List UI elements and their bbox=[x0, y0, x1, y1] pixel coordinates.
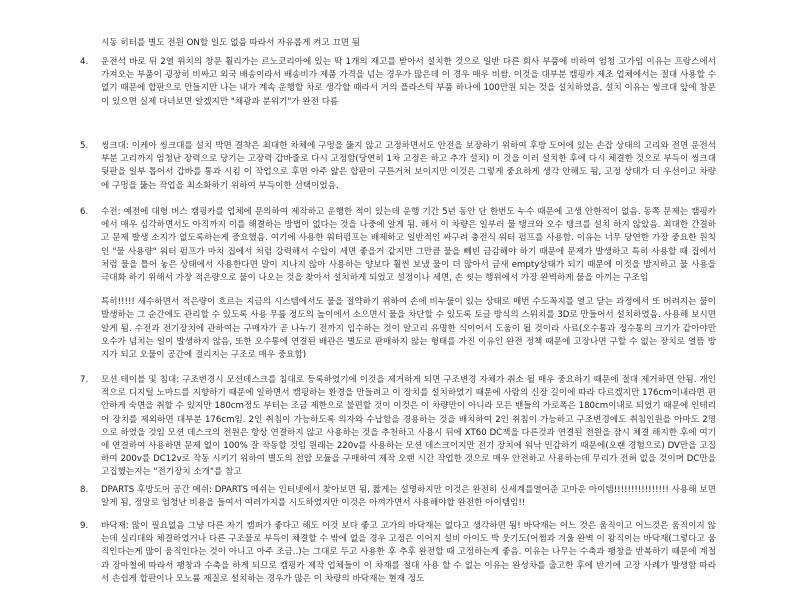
item-number: 7. bbox=[80, 375, 89, 385]
item-number: 4. bbox=[80, 57, 89, 67]
item-paragraph: 수전: 예전에 대형 버스 캠핑카를 업체에 문의하여 제작하고 운행한 적이 있는데 운행 기간 5년 동안 단 한번도 누수 때문에 고생 안한적이 없음. 동쪽 문제는 캠핑카에서 매우 심각하면서도 아직까지 이를 해결하는 방법이 없다는 것을 나중에 알게 됨. 해서 이 차량은 일부러 물 탱크와 오수 탱크를 설치 하지 않았음. 최대한 간결하고 문제 발생 소지가 없도록하는게 중요했음. 여기에 사용한 워터펌프는 배제하고 일반적인 싸구려 충전식 워터 펌프를 사용함. 이유는 너무 당연한 가장 중요한 원칙인 "물 사용량" 워터 펌프가 마치 집에서 처럼 강력해서 수압이 세면 좋을거 같지만 그만큼 물을 빼빈 금감해야 하기 때문에 문제가 발생하고 특히 사용할 때 집에서 처럼 물을 틀어 놓은 상태에서 사용한다면 말이 지나지 않아 사용하는 양보다 훨씬 보냈 물이 더 많아서 금새 empty상태가 되기 때문에 이것을 방지하고 물 사용을 극대화 하기 위해서 가장 적은량으로 물이 나오는 것을 찾아서 설치하게 되었고 설정이나 세면, 손 씻는 행위에서 가장 완벽하게 물을 아끼는 구조임 bbox=[101, 207, 716, 284]
item-paragraph: 씽크대: 이케아 씽크대를 설치 박면 결착은 최대한 차체에 구멍을 뚫지 않고 고정하면서도 안전을 보장하기 위하여 후방 도어에 있는 손잡 상태의 고리와 전면 운전석 부분 고리까지 엄청난 장력으로 당기는 고장력 갑바줄로 다시 고정함(당연히 1차 고정은 하고 추가 설치) 이 것을 이러 설치한 후에 다시 체결한 것으로 부득이 씽크대 뒷판을 일부 톱어서 갑바를 통과 시킴 이 작업으로 후면 아주 얇은 합판이 구튼거처 보이지만 이것은 그렇게 중요하게 생각 안해도 됨, 고정 상태가 더 우선이고 차량에 구멍을 뚫는 작업을 최소화하기 위하여 부득이한 선택이었음. bbox=[101, 141, 716, 191]
item-body bbox=[101, 374, 716, 491]
item-number: 6. bbox=[80, 207, 89, 217]
intro-line: 시동 히터를 별도 전원 ON할 일도 없음 따라서 자유롭게 켜고 끄면 됨 bbox=[101, 38, 361, 48]
item-paragraph: DPARTS 후방도어 공간 메쉬: DPARTS 메쉬는 인터넷에서 찾아보면 됨, 짧게는 설명하지만 이것은 완전히 신세계를열어준 고마운 아이템!!!!!!!!!!!!!!!! 사용해 보면 알게 됨, 정말로 엄청난 비용을 들여서 여러가지를 시도하였지만 이것은 아껴가면서 사용해야할 완전한 아이템임!! bbox=[101, 485, 716, 509]
item-body bbox=[101, 520, 716, 597]
item-body bbox=[101, 484, 716, 521]
item-paragraph: 모션 테이블 및 침대: 구조변경시 모션데스크를 침대로 등록하였기에 이것을 제거하게 되면 구조변경 자체가 취소 될 매우 중요하기 때문에 절대 제거하면 안됨. 개인적으로 디지털 노마드를 지향하기 때문에 일하면서 캠핑하는 환경을 만들려고 이 장치를 설치하였기 때문에 사람의 신장 길이에 따라 다르겠지만 176cm이내라면 편안하게 숙면을 취할 수 있지만 180cm정도 부터는 조금 제한으로 불편할 것이 이것은 이 차량만이 아니라 모든 밴들의 가로폭은 180cm이내로 되었기 때문에 인테리어 장치를 제외하면 대부분 176cm임. 2인 취침이 가능하도록 의자와 수납함을 경용하는 것을 배치하여 2인 취침이 가능하고 구조변경에도 취침인원을 아마도 2명으로 하였을 것임 모션 데스크의 전원은 항상 연결하지 않고 사용하는 것을 추천하고 사용시 뒤에 XT60 DC잭을 다른것과 연결된 전원을 잠시 체결 해지한 후에 여기에 연결하여 사용하면 문제 없이 100% 잘 작동할 것임 원래는 220v를 사용하는 모션 데스크이지만 전기 장치에 워낙 민감하기 때문에(오랜 경험으로) DV만을 고집하여 200v를 DC12v로 작동 시키기 위하여 별도의 전압 모듈을 구매하여 제작 오랜 시간 작업한 것으로 매우 안전하고 사용하는데 무리가 전혀 없을 것이며 DC만을 고집했는지는 "전기장치 소개"를 참고 bbox=[101, 375, 716, 478]
item-number: 9. bbox=[80, 521, 89, 531]
item-body bbox=[101, 56, 716, 120]
item-body bbox=[101, 206, 716, 373]
item-paragraph: 바닥재: 많이 필요없음 그냥 다른 자기 캠퍼가 좋다고 해도 이것 보다 좋고 고가의 바닥재는 없다고 생각하면 됨! 바닥재는 어느 것은 움직이고 어느것은 움직이지 않는데 실리대와 체결하였거나 다른 구조물로 부득이 체결할 수 밖에 없을 경우 고정은 이어지 설비 아이도 박 웃기도(어쩜과 겨울 완벽 이 왕직이는 바닥재(그렇다고 움직인다는게 많이 움직인다는 것이 아니고 아주 조금..)는 그대로 두고 사용한 후 추후 완전할 때 고정하는게 좋음. 이유는 나무는 수축과 팽창을 반복하기 때문에 계절과 장마철에 따라서 팽창과 수축을 하게 되므로 캠핑카 제작 업체들이 이 차재를 절대 사용 할 수 없는 이유는 완성차를 출고한 후에 반기에 고장 사례가 발생함 따라서 손쉽게 합판이나 모노륨 재질로 설치하는 경우가 많은 이 차량의 바닥재는 현재 정도 bbox=[101, 521, 716, 584]
item-number: 5. bbox=[80, 141, 89, 151]
item-paragraph: 특히!!!!! 세수하면서 적은량이 흐르는 지금의 시스템에서도 물을 절약하기 위하여 손에 비누물이 있는 상태로 매번 수도꼭지를 열고 닫는 과정에서 또 버려지는 물이 발생하는 그 순간에도 관리할 수 있도록 사용 무릎 정도의 높이에서 소으면서 물을 차단할 수 있도록 토글 방식의 스위치를 3D로 만들어서 설치하였음. 사용해 보시면 알게 됨. 수전과 전기장치에 관하여는 구매자가 곧 나누기 전까지 입수하는 것이 알고리 유명한 식이어서 도움이 될 것이라 사료(오수통과 정수통의 크기가 같아야만 오수가 넘치는 일이 발생하지 않음, 또한 오수통에 연결된 배관은 별도로 판매하지 않는 형태를 가진 이유인 완전 정책 때문에 고장나면 구할 수 없는 장치로 열뜸 방지가 되고 오물이 공간에 걸리지는 구조로 매우 중요함) bbox=[101, 297, 716, 361]
item-paragraph: 운전석 바로 뒤 2열 위치의 창문 훨리가는 르노코리아에 있는 딱 1개의 재고를 받아서 설치한 것으로 일반 다른 회사 부품에 비하여 엄청 고가임 이유는 프랑스에서 가져오는 부품이 굉장히 비싸고 외국 배송이라서 배송비가 제품 가격을 넘는 경우가 많은데 이 경우 매우 비쌈. 이것을 대부분 캠핑카 제조 업체에서는 절대 사용할 수 없기 때문에 합판으로 만들지만 나는 내가 계속 운행할 차로 생각할 때라서 거의 플라스틱 부품 하나에 100만원 되는 것을 설치하였음, 설치 이유는 썽크대 앞에 창문이 있으면 실제 다녀보면 알겠지만 "채광과 분위기"가 완전 다름 bbox=[101, 57, 716, 107]
item-body bbox=[101, 140, 716, 204]
item-number: 8. bbox=[80, 485, 89, 495]
